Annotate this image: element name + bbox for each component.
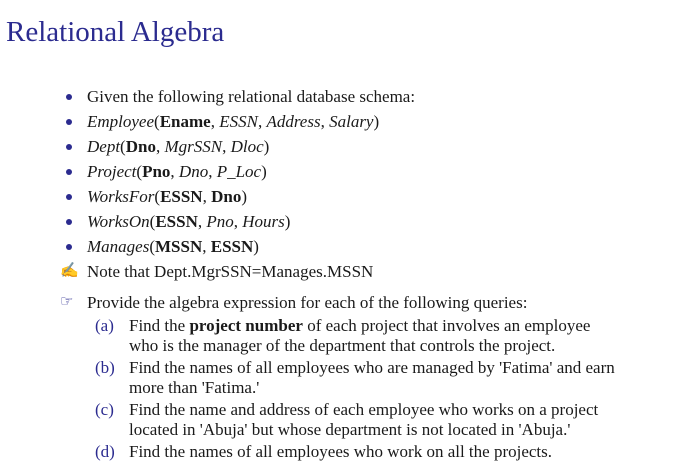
attribute: Salary — [329, 112, 374, 131]
bullet-icon — [66, 194, 72, 200]
relation-name: Dept — [87, 137, 121, 156]
attribute: ESSN — [210, 237, 254, 256]
attribute: , — [210, 112, 220, 131]
query-text: project number — [189, 316, 303, 335]
query-item — [60, 358, 695, 398]
query-list — [60, 316, 695, 462]
open-paren: ( — [136, 162, 143, 181]
attribute: P_Loc — [216, 162, 262, 181]
schema-item — [60, 159, 695, 184]
attribute: ESSN — [160, 187, 203, 206]
attribute: , — [170, 162, 179, 181]
bullet-icon — [66, 144, 72, 150]
attribute: , — [197, 212, 207, 231]
query-item — [60, 316, 695, 356]
close-paren: ) — [284, 212, 291, 231]
pointing-hand-icon: ☞ — [60, 294, 74, 310]
query-text: more than 'Fatima.' — [129, 378, 260, 397]
close-paren: ) — [263, 137, 270, 156]
query-line — [129, 400, 695, 420]
attribute: Dno — [125, 137, 156, 156]
pencil-icon: ✍ — [60, 263, 79, 279]
query-line — [129, 336, 695, 356]
close-paren: ) — [253, 237, 259, 256]
attribute: Pno — [206, 212, 234, 231]
schema-item — [60, 234, 695, 259]
attribute: Hours — [242, 212, 285, 231]
relation-name: WorksOn — [87, 212, 150, 231]
relation-name: Project — [87, 162, 137, 181]
schema-list — [60, 109, 695, 259]
close-paren: ) — [261, 162, 267, 181]
query-text: of each project that involves an employee — [302, 316, 591, 335]
query-text: Find the — [129, 316, 190, 335]
slide-title: Relational Algebra — [6, 16, 225, 48]
query-text: who is the manager of the department that controls the project. — [129, 336, 556, 355]
query-line — [129, 378, 695, 398]
task-text: Provide the algebra expression for each of the following queries: — [87, 293, 528, 312]
bullet-icon — [66, 169, 72, 175]
note-text: Note that Dept.MgrSSN=Manages.MSSN — [87, 262, 374, 281]
close-paren: ) — [241, 187, 247, 206]
schema-item — [60, 134, 695, 159]
open-paren: ( — [120, 137, 126, 156]
attribute: MgrSSN — [164, 137, 223, 156]
attribute: Ename — [159, 112, 211, 131]
bullet-icon — [66, 244, 72, 250]
query-label: (a) — [95, 316, 114, 335]
query-item — [60, 400, 695, 440]
query-label: (d) — [95, 442, 115, 461]
query-label: (c) — [95, 400, 114, 419]
attribute: Dloc — [230, 137, 264, 156]
query-text: located in 'Abuja' but whose department is not located in 'Abuja.' — [129, 420, 571, 439]
attribute: MSSN — [155, 237, 203, 256]
attribute: Address — [266, 112, 321, 131]
open-paren: ( — [154, 112, 160, 131]
query-line — [129, 442, 695, 462]
query-line — [129, 420, 695, 440]
bullet-icon — [66, 219, 72, 225]
schema-item — [60, 109, 695, 134]
bullet-icon — [66, 94, 72, 100]
open-paren: ( — [149, 237, 155, 256]
intro-item — [60, 84, 695, 109]
attribute: Dno — [211, 187, 242, 206]
attribute: Pno — [142, 162, 171, 181]
attribute: , — [155, 137, 165, 156]
relation-name: Manages — [87, 237, 150, 256]
query-text: Find the names of all employees who work on all the projects. — [129, 442, 553, 461]
attribute: , — [233, 212, 243, 231]
query-text: Find the names of all employees who are managed by 'Fatima' and earn — [129, 358, 615, 377]
attribute: , — [257, 112, 267, 131]
schema-item — [60, 184, 695, 209]
schema-item — [60, 209, 695, 234]
attribute: , — [208, 162, 217, 181]
intro-text: Given the following relational database schema: — [87, 87, 416, 106]
close-paren: ) — [373, 112, 380, 131]
attribute: , — [202, 187, 212, 206]
attribute: ESSN — [155, 212, 198, 231]
query-item — [60, 442, 695, 462]
attribute: , — [222, 137, 231, 156]
attribute: , — [202, 237, 211, 256]
query-label: (b) — [95, 358, 115, 377]
slide-content — [60, 84, 695, 464]
query-line — [129, 316, 695, 336]
relation-name: Employee — [87, 112, 155, 131]
attribute: ESSN — [219, 112, 258, 131]
relation-name: WorksFor — [87, 187, 155, 206]
query-line — [129, 358, 695, 378]
query-text: Find the name and address of each employee who works on a project — [129, 400, 599, 419]
note-item — [60, 259, 695, 284]
attribute: , — [320, 112, 330, 131]
attribute: Dno — [178, 162, 209, 181]
open-paren: ( — [154, 187, 161, 206]
open-paren: ( — [149, 212, 156, 231]
bullet-icon — [66, 119, 72, 125]
task-item — [60, 290, 695, 315]
